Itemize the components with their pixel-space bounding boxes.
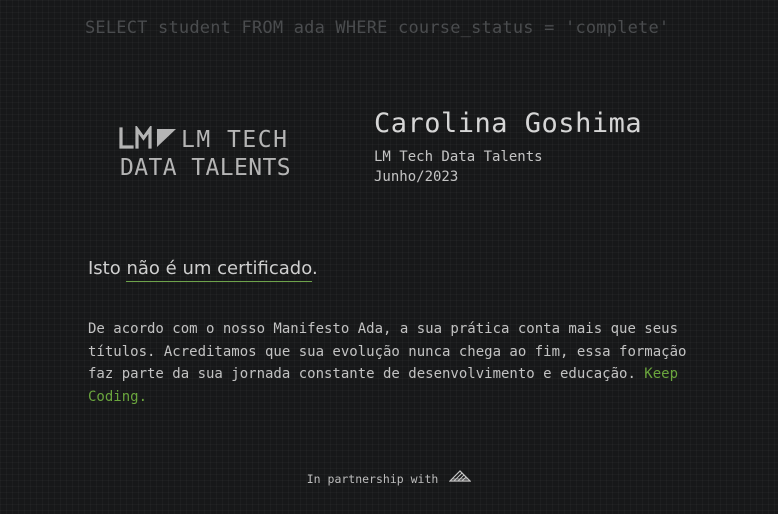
- sql-query-text: SELECT student FROM ada WHERE course_status = 'complete': [85, 18, 670, 38]
- logo-line1: LM TECH: [181, 127, 289, 153]
- partnership-footer: [0, 472, 778, 487]
- manifesto-text: De acordo com o nosso Manifesto Ada, a sua prática conta mais que seus títulos. Acreditamos que sua evolução nunca chega ao fim, essa formação faz parte da sua jornada constante de desenvolvimento e educação.: [88, 321, 687, 382]
- recipient-name: Carolina Goshima: [374, 108, 643, 139]
- keep-coding-accent: Keep Coding.: [88, 366, 679, 405]
- page-heading: [88, 258, 318, 279]
- partnership-label: In partnership with: [306, 472, 439, 486]
- heading-emphasis: não é um certificado: [126, 258, 311, 282]
- mountain-logo-icon: [449, 470, 471, 485]
- recipient-program: LM Tech Data Talents: [374, 149, 543, 165]
- heading-suffix: .: [311, 258, 318, 279]
- heading-prefix: Isto: [88, 258, 127, 279]
- lm-tech-data-talents-logo: [118, 126, 333, 180]
- logo-line2: DATA TALENTS: [120, 155, 291, 180]
- manifesto-paragraph: [88, 318, 708, 408]
- recipient-date: Junho/2023: [374, 169, 459, 185]
- recipient-block: [374, 108, 642, 187]
